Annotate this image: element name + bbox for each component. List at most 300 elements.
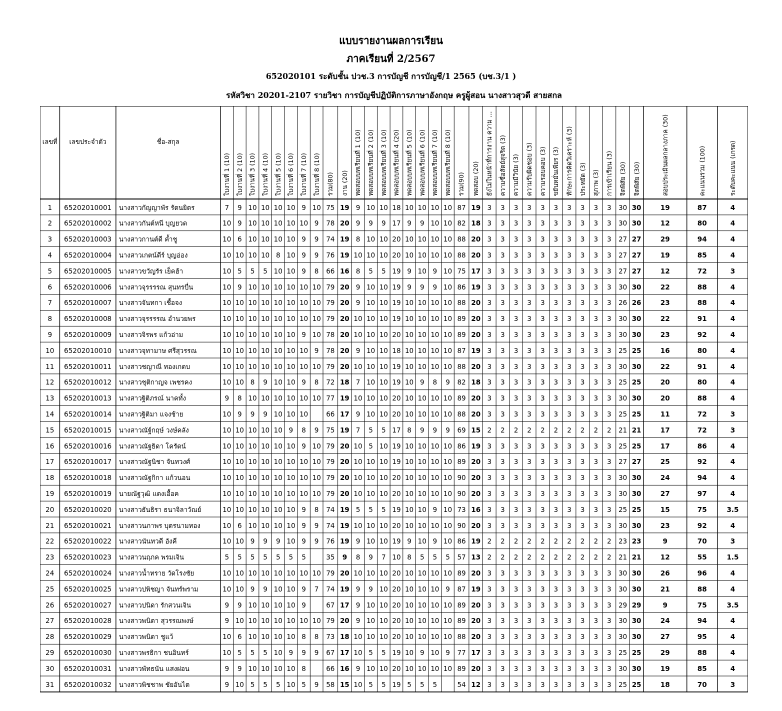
cell-s1_4: 10 bbox=[273, 203, 283, 212]
cell-s2_6: 5 bbox=[432, 680, 438, 689]
cell-tr: 30 bbox=[618, 569, 628, 578]
cell-r2: 89 bbox=[457, 331, 466, 340]
cell-a_8: 3 bbox=[593, 664, 599, 673]
cell-s2_0: 7 bbox=[355, 426, 361, 435]
cell-a_4: 3 bbox=[540, 267, 545, 276]
cell-a_7: 3 bbox=[580, 235, 585, 244]
cell-r2: 86 bbox=[457, 537, 466, 546]
cell-id: 65202010008 bbox=[64, 315, 112, 324]
cell-s1_6: 10 bbox=[299, 410, 309, 419]
cell-s1_3: 10 bbox=[260, 283, 270, 292]
cell-a_3: 3 bbox=[527, 235, 532, 244]
cell-s2_4: 9 bbox=[407, 267, 412, 276]
cell-a_4: 3 bbox=[540, 633, 545, 642]
cell-tot: 72 bbox=[697, 267, 707, 276]
cell-a_1: 3 bbox=[500, 664, 505, 673]
cell-s1_5: 10 bbox=[286, 569, 296, 578]
cell-w: 16 bbox=[339, 664, 350, 673]
cell-s2_2: 10 bbox=[379, 315, 388, 324]
cell-tr: 23 bbox=[618, 537, 628, 546]
cell-s2_3: 19 bbox=[392, 537, 401, 546]
cell-a_1: 3 bbox=[500, 521, 505, 530]
cell-r1: 79 bbox=[326, 442, 335, 451]
cell-a_0: 3 bbox=[487, 521, 492, 530]
cell-r2: 87 bbox=[457, 346, 466, 355]
cell-a_0: 3 bbox=[487, 617, 492, 626]
cell-no: 9 bbox=[47, 331, 53, 340]
cell-no: 23 bbox=[45, 553, 55, 562]
cell-s2_2: 10 bbox=[379, 235, 388, 244]
cell-a_0: 3 bbox=[487, 378, 492, 387]
cell-a_0: 3 bbox=[487, 569, 492, 578]
cell-a_4: 3 bbox=[540, 203, 545, 212]
cell-s2_6: 10 bbox=[430, 331, 440, 340]
cell-s1_0: 10 bbox=[222, 649, 232, 658]
cell-s1_1: 10 bbox=[235, 458, 245, 467]
cell-tot: 70 bbox=[697, 680, 707, 689]
cell-s1_7: 10 bbox=[312, 458, 321, 467]
cell-a_8: 3 bbox=[593, 410, 599, 419]
cell-r2: 69 bbox=[457, 426, 466, 435]
cell-r2: 90 bbox=[457, 474, 466, 483]
cell-a_5: 3 bbox=[553, 267, 559, 276]
cell-s2_0: 9 bbox=[355, 410, 361, 419]
cell-s1_2: 5 bbox=[250, 649, 255, 658]
subject-line: รหัสวิชา 20201-2107 รายวิชา การบัญชีปฏิบัติการภาษาอังกฤษ ครูผู้สอน นางสาวสุวดี สายสกล bbox=[226, 90, 562, 100]
cell-s1_3: 10 bbox=[260, 235, 270, 244]
cell-a_4: 3 bbox=[540, 490, 545, 499]
header-s2_5: ทดสอบบทเรียนที่ 6 (10) bbox=[419, 129, 427, 196]
cell-s2_4: 10 bbox=[404, 362, 414, 371]
cell-t: 12 bbox=[471, 680, 481, 689]
cell-s1_5: 5 bbox=[288, 553, 294, 562]
cell-g: 4 bbox=[730, 331, 736, 340]
cell-name: นางสาวชุติกาญจ เพชรคง bbox=[118, 378, 193, 387]
cell-no: 26 bbox=[45, 601, 55, 610]
cell-s1_6: 8 bbox=[301, 426, 306, 435]
header-a_9: การเข้าเรียน (3) bbox=[606, 150, 614, 196]
cell-a_6: 3 bbox=[567, 410, 572, 419]
cell-s2_6: 10 bbox=[430, 299, 440, 308]
cell-s1_2: 9 bbox=[250, 410, 255, 419]
cell-s2_3: 17 bbox=[392, 426, 401, 435]
cell-t: 20 bbox=[471, 521, 481, 530]
cell-a_9: 3 bbox=[607, 664, 612, 673]
cell-t: 20 bbox=[471, 394, 481, 403]
cell-name: นางสาวขวัญรัร เย็คฮ้า bbox=[118, 267, 184, 276]
cell-a_6: 3 bbox=[567, 505, 572, 514]
cell-a_2: 3 bbox=[513, 585, 519, 594]
cell-tot: 96 bbox=[697, 569, 707, 578]
cell-s2_5: 10 bbox=[417, 521, 427, 530]
cell-t: 20 bbox=[471, 569, 481, 578]
cell-s2_1: 10 bbox=[366, 235, 376, 244]
cell-s1_1: 10 bbox=[235, 585, 245, 594]
cell-a_9: 3 bbox=[607, 362, 612, 371]
cell-s2_0: 8 bbox=[355, 235, 361, 244]
cell-r1: 75 bbox=[326, 426, 335, 435]
cell-s1_4: 10 bbox=[273, 633, 283, 642]
cell-id: 65202010024 bbox=[64, 569, 112, 578]
cell-tr: 30 bbox=[618, 331, 628, 340]
cell-name: นางสาวนันทวดี อังคี bbox=[118, 537, 177, 546]
header-id: เลขประจำตัว bbox=[69, 138, 107, 146]
cell-r1: 79 bbox=[326, 617, 335, 626]
cell-name: นางสาวฐิติภรณ์ นาคทั้ง bbox=[118, 394, 187, 403]
cell-a_4: 3 bbox=[540, 617, 545, 626]
cell-s2_7: 9 bbox=[445, 426, 450, 435]
cell-s1_6: 9 bbox=[301, 331, 306, 340]
cell-a_8: 3 bbox=[593, 394, 599, 403]
cell-s2_1: 9 bbox=[368, 219, 373, 228]
cell-m: 19 bbox=[660, 203, 670, 212]
cell-name: นางสาวจันทกา เชื้อจง bbox=[118, 299, 183, 308]
cell-w: 16 bbox=[339, 267, 350, 276]
cell-s2_5: 9 bbox=[419, 426, 425, 435]
cell-a_5: 3 bbox=[553, 458, 559, 467]
cell-s2_6: 9 bbox=[432, 426, 438, 435]
cell-m: 12 bbox=[660, 219, 670, 228]
cell-j: 30 bbox=[631, 219, 642, 228]
cell-a_7: 3 bbox=[580, 267, 585, 276]
header-a_3: ความรับผิดชอบ (3) bbox=[526, 142, 534, 196]
cell-s1_5: 10 bbox=[286, 680, 296, 689]
cell-name: นางสาวนฤภค พรมเจิน bbox=[118, 553, 185, 562]
cell-a_3: 3 bbox=[527, 633, 532, 642]
cell-t: 20 bbox=[471, 315, 481, 324]
cell-id: 65202010022 bbox=[64, 537, 112, 546]
cell-g: 4 bbox=[730, 299, 736, 308]
header-a_1: ความซื่อสัตย์สุจริต (3) bbox=[499, 134, 507, 196]
cell-a_1: 3 bbox=[500, 617, 505, 626]
cell-tr: 30 bbox=[618, 474, 628, 483]
cell-s2_2: 10 bbox=[379, 601, 388, 610]
cell-s1_6: 9 bbox=[301, 505, 306, 514]
header-s2_1: ทดสอบบทเรียนที่ 2 (10) bbox=[368, 129, 376, 196]
cell-s1_5: 10 bbox=[286, 521, 296, 530]
cell-s2_4: 10 bbox=[404, 251, 414, 260]
cell-a_0: 2 bbox=[487, 426, 492, 435]
cell-name: นางสาวกัญญาพัร รัตนยิตร bbox=[118, 203, 195, 212]
cell-s2_1: 10 bbox=[366, 458, 376, 467]
cell-a_8: 3 bbox=[593, 505, 599, 514]
cell-m: 19 bbox=[660, 664, 670, 673]
cell-name: นางสาวพัทธนัน แสงผ่อน bbox=[118, 664, 190, 673]
cell-a_1: 3 bbox=[500, 505, 505, 514]
cell-no: 24 bbox=[45, 569, 55, 578]
cell-s1_1: 9 bbox=[237, 664, 242, 673]
cell-s1_2: 10 bbox=[248, 633, 257, 642]
cell-s1_6: 5 bbox=[301, 553, 306, 562]
cell-no: 20 bbox=[45, 505, 55, 514]
cell-no: 6 bbox=[47, 283, 53, 292]
cell-a_9: 3 bbox=[607, 458, 612, 467]
cell-s2_1: 10 bbox=[366, 617, 376, 626]
cell-j: 29 bbox=[631, 601, 642, 610]
cell-r1: 72 bbox=[326, 378, 335, 387]
cell-t: 20 bbox=[471, 458, 481, 467]
cell-tr: 27 bbox=[618, 458, 628, 467]
cell-a_8: 3 bbox=[593, 442, 599, 451]
cell-s2_7: 10 bbox=[443, 283, 453, 292]
cell-s1_4: 10 bbox=[273, 664, 283, 673]
cell-a_0: 3 bbox=[487, 490, 492, 499]
cell-a_2: 3 bbox=[513, 649, 519, 658]
cell-s2_3: 17 bbox=[392, 219, 401, 228]
cell-no: 4 bbox=[47, 251, 53, 260]
cell-w: 20 bbox=[339, 219, 350, 228]
cell-s2_5: 10 bbox=[417, 442, 427, 451]
cell-s1_5: 10 bbox=[286, 235, 296, 244]
cell-r1: 66 bbox=[326, 410, 335, 419]
cell-id: 65202010021 bbox=[64, 521, 112, 530]
cell-s2_0: 9 bbox=[355, 219, 361, 228]
cell-m: 21 bbox=[660, 585, 670, 594]
cell-t: 20 bbox=[471, 362, 481, 371]
cell-a_8: 3 bbox=[593, 315, 599, 324]
cell-s2_7: 10 bbox=[443, 267, 453, 276]
cell-name: นางสาวณัฐธิดา โครัดน์ bbox=[118, 442, 186, 451]
cell-s1_4: 10 bbox=[273, 267, 283, 276]
cell-s1_5: 10 bbox=[286, 331, 296, 340]
cell-a_7: 3 bbox=[580, 410, 585, 419]
cell-a_9: 3 bbox=[607, 617, 612, 626]
cell-a_6: 3 bbox=[567, 664, 572, 673]
cell-s1_6: 9 bbox=[301, 585, 306, 594]
cell-s2_7: 10 bbox=[443, 458, 453, 467]
cell-a_6: 3 bbox=[567, 331, 572, 340]
cell-r2: 88 bbox=[457, 251, 466, 260]
cell-s2_7: 10 bbox=[443, 410, 453, 419]
cell-s2_7: 10 bbox=[443, 203, 453, 212]
cell-m: 17 bbox=[660, 442, 670, 451]
cell-s1_2: 10 bbox=[248, 299, 257, 308]
cell-s2_1: 10 bbox=[366, 331, 376, 340]
cell-s1_0: 9 bbox=[224, 617, 230, 626]
cell-a_6: 3 bbox=[567, 203, 572, 212]
cell-a_4: 3 bbox=[540, 601, 545, 610]
cell-s2_5: 9 bbox=[419, 649, 425, 658]
cell-a_4: 3 bbox=[540, 585, 545, 594]
cell-name: นางสาวเกตน์ดีร์ บุญอ่อง bbox=[118, 251, 188, 260]
cell-no: 25 bbox=[45, 585, 55, 594]
cell-s2_2: 5 bbox=[381, 505, 386, 514]
cell-s1_2: 10 bbox=[248, 203, 257, 212]
cell-s1_6: 10 bbox=[299, 362, 309, 371]
cell-name: นายณัฐวุฒิ แดงเอื้อค bbox=[118, 490, 179, 499]
cell-t: 17 bbox=[471, 649, 481, 658]
cell-s1_1: 10 bbox=[235, 378, 245, 387]
cell-s2_6: 10 bbox=[430, 664, 440, 673]
cell-s2_1: 10 bbox=[366, 633, 376, 642]
cell-w: 19 bbox=[339, 537, 350, 546]
cell-t: 13 bbox=[471, 553, 481, 562]
cell-s2_0: 8 bbox=[355, 553, 361, 562]
cell-a_3: 3 bbox=[527, 442, 532, 451]
cell-s1_2: 10 bbox=[248, 569, 257, 578]
cell-s1_4: 10 bbox=[273, 505, 283, 514]
cell-a_6: 3 bbox=[567, 458, 572, 467]
cell-s2_4: 10 bbox=[404, 601, 414, 610]
cell-j: 25 bbox=[631, 410, 642, 419]
cell-g: 4 bbox=[730, 649, 736, 658]
cell-a_7: 3 bbox=[580, 680, 585, 689]
cell-s1_7: 10 bbox=[312, 569, 321, 578]
cell-s1_6: 10 bbox=[299, 490, 309, 499]
cell-a_7: 3 bbox=[580, 315, 585, 324]
cell-a_8: 3 bbox=[593, 521, 599, 530]
cell-s2_3: 20 bbox=[392, 585, 401, 594]
cell-s2_0: 9 bbox=[355, 537, 361, 546]
cell-s1_1: 10 bbox=[235, 617, 245, 626]
cell-s1_0: 10 bbox=[222, 362, 232, 371]
cell-s1_4: 10 bbox=[273, 283, 283, 292]
cell-s2_5: 5 bbox=[419, 553, 425, 562]
cell-a_8: 3 bbox=[593, 490, 599, 499]
cell-s1_7: 10 bbox=[312, 394, 321, 403]
cell-no: 31 bbox=[45, 680, 55, 689]
cell-s2_0: 9 bbox=[355, 299, 361, 308]
cell-m: 23 bbox=[660, 521, 670, 530]
cell-s2_0: 9 bbox=[355, 617, 361, 626]
cell-a_1: 3 bbox=[500, 203, 505, 212]
cell-a_8: 3 bbox=[593, 617, 599, 626]
cell-id: 65202010032 bbox=[64, 680, 112, 689]
cell-tot: 88 bbox=[697, 283, 707, 292]
cell-w: 15 bbox=[339, 680, 350, 689]
cell-a_4: 3 bbox=[540, 442, 545, 451]
cell-a_4: 2 bbox=[540, 553, 545, 562]
cell-a_5: 3 bbox=[553, 251, 559, 260]
cell-a_1: 3 bbox=[500, 569, 505, 578]
cell-w: 20 bbox=[339, 474, 350, 483]
cell-t: 16 bbox=[471, 505, 481, 514]
cell-tot: 85 bbox=[697, 251, 707, 260]
cell-a_4: 3 bbox=[540, 649, 545, 658]
cell-tot: 70 bbox=[697, 537, 707, 546]
cell-s2_6: 10 bbox=[430, 521, 440, 530]
cell-s2_1: 10 bbox=[366, 474, 376, 483]
cell-t: 19 bbox=[471, 283, 481, 292]
cell-s2_0: 10 bbox=[353, 394, 363, 403]
cell-s2_7: 10 bbox=[443, 346, 453, 355]
cell-a_6: 3 bbox=[567, 680, 572, 689]
cell-a_9: 3 bbox=[607, 235, 612, 244]
cell-a_2: 3 bbox=[513, 267, 519, 276]
cell-s1_3: 10 bbox=[260, 362, 270, 371]
cell-id: 65202010025 bbox=[64, 585, 112, 594]
cell-s1_7: 10 bbox=[312, 617, 321, 626]
cell-r1: 74 bbox=[326, 505, 335, 514]
cell-s1_0: 10 bbox=[222, 410, 232, 419]
cell-tr: 25 bbox=[618, 505, 628, 514]
cell-s2_3: 20 bbox=[392, 601, 401, 610]
cell-tr: 25 bbox=[618, 680, 628, 689]
cell-s2_7: 10 bbox=[443, 474, 453, 483]
cell-s1_2: 10 bbox=[248, 219, 257, 228]
cell-s2_1: 10 bbox=[366, 601, 376, 610]
cell-a_2: 3 bbox=[513, 410, 519, 419]
cell-s1_4: 10 bbox=[273, 585, 283, 594]
cell-m: 23 bbox=[660, 299, 670, 308]
cell-g: 4 bbox=[730, 474, 736, 483]
cell-s1_0: 10 bbox=[222, 235, 232, 244]
cell-a_9: 3 bbox=[607, 283, 612, 292]
cell-s1_0: 10 bbox=[222, 458, 232, 467]
cell-s2_2: 10 bbox=[379, 474, 388, 483]
cell-no: 27 bbox=[45, 617, 55, 626]
cell-s1_3: 10 bbox=[260, 203, 270, 212]
cell-w: 19 bbox=[339, 235, 350, 244]
cell-a_0: 3 bbox=[487, 458, 492, 467]
cell-a_6: 3 bbox=[567, 315, 572, 324]
header-s2_4: ทดสอบบทเรียนที่ 5 (10) bbox=[406, 129, 414, 196]
cell-s2_0: 10 bbox=[353, 521, 363, 530]
cell-s1_2: 9 bbox=[250, 585, 255, 594]
cell-a_2: 3 bbox=[513, 394, 519, 403]
cell-s1_7: 10 bbox=[312, 315, 321, 324]
cell-id: 65202010027 bbox=[64, 601, 112, 610]
cell-j: 30 bbox=[631, 569, 642, 578]
cell-t: 20 bbox=[471, 410, 481, 419]
cell-s1_3: 5 bbox=[263, 267, 268, 276]
cell-tr: 30 bbox=[618, 394, 628, 403]
cell-tr: 30 bbox=[618, 283, 628, 292]
cell-s1_5: 10 bbox=[286, 378, 296, 387]
cell-a_9: 3 bbox=[607, 585, 612, 594]
cell-j: 21 bbox=[631, 426, 642, 435]
cell-tot: 55 bbox=[697, 553, 707, 562]
cell-s1_2: 10 bbox=[248, 315, 257, 324]
cell-tot: 72 bbox=[697, 426, 707, 435]
cell-s1_5: 9 bbox=[288, 426, 294, 435]
cell-s1_3: 10 bbox=[260, 299, 270, 308]
cell-g: 3.5 bbox=[726, 505, 739, 514]
cell-j: 25 bbox=[631, 505, 642, 514]
cell-a_5: 3 bbox=[553, 601, 559, 610]
cell-r1: 79 bbox=[326, 490, 335, 499]
cell-s2_5: 10 bbox=[417, 315, 427, 324]
cell-r1: 79 bbox=[326, 299, 335, 308]
cell-s2_5: 10 bbox=[417, 251, 427, 260]
cell-s1_2: 10 bbox=[248, 490, 257, 499]
cell-s1_5: 10 bbox=[286, 617, 296, 626]
cell-a_2: 2 bbox=[513, 426, 519, 435]
header-a_4: ความรอบคอบ (3) bbox=[539, 146, 547, 196]
cell-r2: 88 bbox=[457, 633, 466, 642]
cell-m: 20 bbox=[660, 394, 670, 403]
cell-a_2: 3 bbox=[513, 442, 519, 451]
cell-s2_5: 10 bbox=[417, 394, 427, 403]
cell-a_2: 3 bbox=[513, 601, 519, 610]
cell-a_0: 3 bbox=[487, 362, 492, 371]
cell-m: 12 bbox=[660, 553, 670, 562]
cell-s1_5: 10 bbox=[286, 267, 296, 276]
cell-g: 3.5 bbox=[726, 601, 739, 610]
cell-s1_6: 9 bbox=[301, 251, 306, 260]
cell-a_1: 3 bbox=[500, 331, 505, 340]
cell-s1_2: 5 bbox=[250, 680, 255, 689]
cell-s1_6: 8 bbox=[301, 664, 306, 673]
cell-s2_6: 10 bbox=[430, 569, 440, 578]
cell-id: 65202010019 bbox=[64, 490, 112, 499]
cell-s2_3: 19 bbox=[392, 299, 401, 308]
cell-a_9: 3 bbox=[607, 569, 612, 578]
cell-s1_7: 9 bbox=[314, 219, 319, 228]
cell-m: 20 bbox=[660, 378, 670, 387]
cell-s2_1: 10 bbox=[366, 490, 376, 499]
cell-no: 11 bbox=[45, 362, 55, 371]
